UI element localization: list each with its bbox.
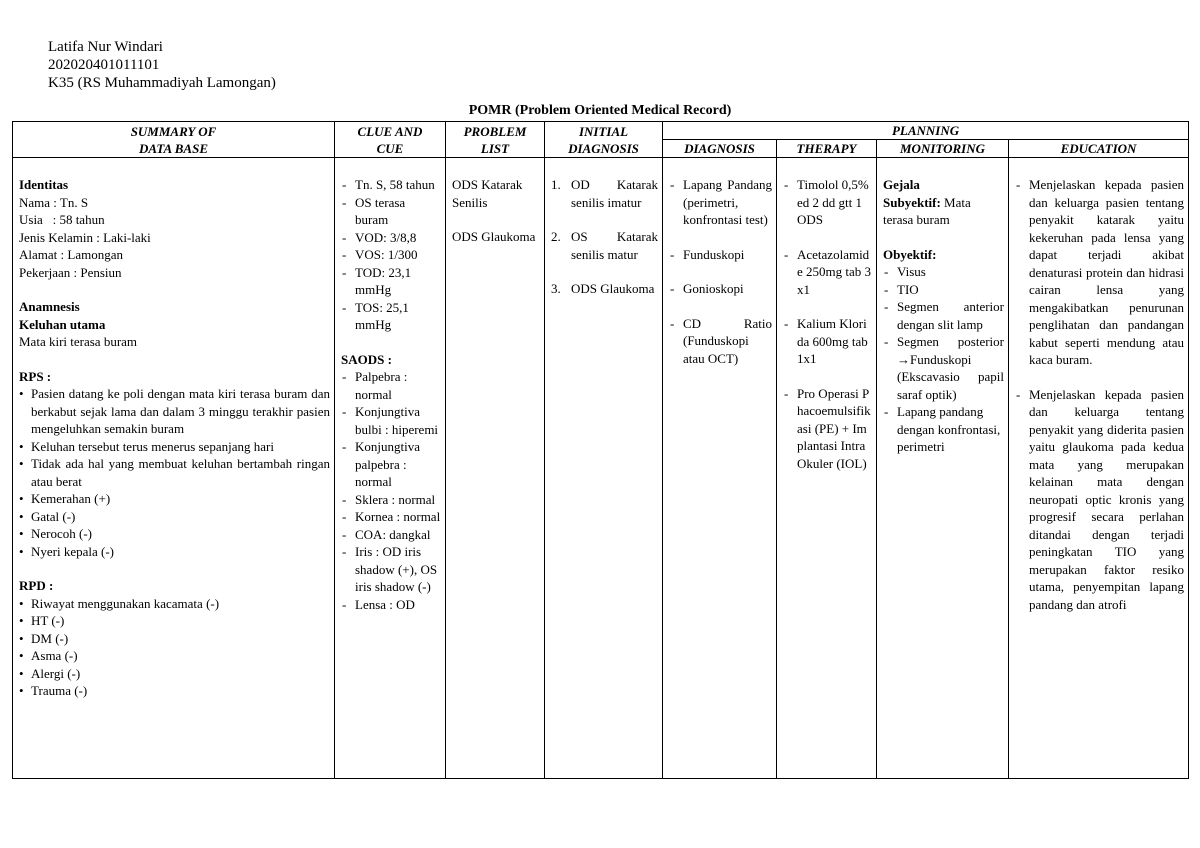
clue-cell xyxy=(335,158,446,779)
planning-diagnosis-item: - Lapang Pandang (perimetri, konfrontasi test) xyxy=(669,176,772,229)
therapy-item: - Acetazolamide 250mg tab 3x1 xyxy=(783,246,872,299)
saods-title: SAODS : xyxy=(341,351,392,367)
identitas-line: Usia : 58 tahun xyxy=(19,212,105,227)
rps-item: • Keluhan tersebut terus menerus sepanjang hari xyxy=(19,438,330,456)
header-clue: CLUE AND CUE xyxy=(335,122,446,158)
clue-item: - VOS: 1/300 xyxy=(341,246,441,264)
clue-item: - TOS: 25,1 mmHg xyxy=(341,299,441,334)
rpd-item: • Trauma (-) xyxy=(19,682,330,700)
saods-item: - Lensa : OD xyxy=(341,596,441,614)
monitoring-cell xyxy=(877,158,1009,779)
identitas-title: Identitas xyxy=(19,177,69,192)
identitas-line: Nama : Tn. S xyxy=(19,194,89,210)
saods-item: - Konjungtiva palpebra : normal xyxy=(341,438,441,491)
rpd-item: • Alergi (-) xyxy=(19,665,330,683)
initial-diagnosis-item: 1. OD Katarak senilis imatur xyxy=(551,177,658,210)
clue-item: - OS terasa buram xyxy=(341,194,441,229)
planning-diagnosis-item: - Funduskopi xyxy=(669,246,772,264)
planning-diagnosis-item: - CD Ratio (Funduskopi atau OCT) xyxy=(669,315,772,368)
author-name: Latifa Nur Windari xyxy=(48,39,163,55)
rps-title: RPS : xyxy=(19,368,52,384)
saods-item: - Kornea : normal xyxy=(341,508,441,526)
therapy-item: - Pro Operasi Phacoemulsifikasi (PE) + Implantasi Intra Okuler (IOL) xyxy=(783,385,872,473)
saods-item: - Sklera : normal xyxy=(341,491,441,509)
therapy-cell xyxy=(777,158,877,779)
rps-item: • Pasien datang ke poli dengan mata kiri terasa buram dan berkabut sejak lama dan dalam 3 minggu terakhir pasien mengeluhkan semakin buram xyxy=(19,385,330,438)
problem-cell xyxy=(446,158,545,779)
author-nim: 202020401011101 xyxy=(48,57,160,73)
header-initial-diagnosis: INITIAL DIAGNOSIS xyxy=(545,122,663,158)
gejala-title: Gejala xyxy=(883,177,920,192)
author-group: K35 (RS Muhammadiyah Lamongan) xyxy=(48,75,276,91)
monitoring-item: - Visus xyxy=(883,263,1004,281)
pomr-table xyxy=(12,121,1189,779)
header-monitoring: MONITORING xyxy=(877,140,1009,158)
keluhan-title: Keluhan utama xyxy=(19,316,106,332)
initial-diagnosis-item: 3. ODS Glaukoma xyxy=(551,281,655,296)
saods-item: - Palpebra : normal xyxy=(341,368,441,403)
monitoring-item: - TIO xyxy=(883,281,1004,299)
monitoring-item: - Segmen posterior →Funduskopi (Ekscavasio papil saraf optik) xyxy=(883,333,1004,403)
initial-diagnosis-cell xyxy=(545,158,663,779)
saods-item: - COA: dangkal xyxy=(341,526,441,544)
planning-diagnosis-cell xyxy=(663,158,777,779)
education-cell xyxy=(1009,158,1189,779)
rps-item: • Tidak ada hal yang membuat keluhan bertambah ringan atau berat xyxy=(19,455,330,490)
anamnesis-title: Anamnesis xyxy=(19,299,80,314)
problem-item: ODS Glaukoma xyxy=(452,229,536,244)
identitas-line: Alamat : Lamongan xyxy=(19,247,123,262)
header-diagnosis: DIAGNOSIS xyxy=(663,140,777,158)
education-item: - Menjelaskan kepada pasien dan keluarga pasien tentang penyakit katarak yaitu kekeruhan pada lensa yang dapat terjadi akibat denaturasi protein dan hidrasi cairan lensa yang mengakibatkan penurunan penglihatan dan pandangan kabut seperti mendung atau kaca buram. xyxy=(1015,176,1184,369)
author-block xyxy=(48,38,276,92)
therapy-item: - Kalium Klorida 600mg tab 1x1 xyxy=(783,315,872,368)
saods-item: - Iris : OD iris shadow (+), OS iris shadow (-) xyxy=(341,543,441,596)
rpd-title: RPD : xyxy=(19,578,54,593)
header-therapy: THERAPY xyxy=(777,140,877,158)
rps-item: • Kemerahan (+) xyxy=(19,490,330,508)
header-summary: SUMMARY OF DATA BASE xyxy=(13,122,335,158)
therapy-item: - Timolol 0,5% ed 2 dd gtt 1 ODS xyxy=(783,176,872,229)
saods-item: - Konjungtiva bulbi : hiperemi xyxy=(341,403,441,438)
subyektif-line: Subyektif: Mata terasa buram xyxy=(883,194,971,227)
monitoring-item: - Lapang pandang dengan konfrontasi, perimetri xyxy=(883,403,1004,456)
monitoring-item: - Segmen anterior dengan slit lamp xyxy=(883,298,1004,333)
identitas-line: Jenis Kelamin : Laki-laki xyxy=(19,229,151,245)
rpd-item: • HT (-) xyxy=(19,612,330,630)
obyektif-title: Obyektif: xyxy=(883,246,937,262)
rps-item: • Gatal (-) xyxy=(19,508,330,526)
rps-item: • Nyeri kepala (-) xyxy=(19,543,330,561)
clue-item: - VOD: 3/8,8 xyxy=(341,229,441,247)
keluhan-text: Mata kiri terasa buram xyxy=(19,334,138,349)
header-planning: PLANNING xyxy=(663,122,1189,140)
clue-item: - Tn. S, 58 tahun xyxy=(341,176,441,194)
education-item: - Menjelaskan kepada pasien dan keluarga tentang penyakit yang diderita pasien yaitu glaukoma pada kedua mata yang merupakan kelainan mata dengan neuropati optic kronis yang progresif secara perlahan ditandai dengan terjadi peningkatan TIO yang merupakan faktor resiko utama, penyempitan lapang pandang dan atrofi xyxy=(1015,386,1184,614)
initial-diagnosis-item: 2. OS Katarak senilis matur xyxy=(551,229,658,262)
problem-item: ODS Katarak Senilis xyxy=(452,177,523,210)
rpd-item: • Riwayat menggunakan kacamata (-) xyxy=(19,595,330,613)
document-title: POMR (Problem Oriented Medical Record) xyxy=(468,103,732,118)
planning-diagnosis-item: - Gonioskopi xyxy=(669,280,772,298)
rps-item: • Nerocoh (-) xyxy=(19,525,330,543)
summary-cell xyxy=(13,158,335,779)
rpd-item: • DM (-) xyxy=(19,630,330,648)
header-education: EDUCATION xyxy=(1009,140,1189,158)
clue-item: - TOD: 23,1 mmHg xyxy=(341,264,441,299)
rpd-item: • Asma (-) xyxy=(19,647,330,665)
identitas-line: Pekerjaan : Pensiun xyxy=(19,264,122,280)
header-problem-list: PROBLEM LIST xyxy=(446,122,545,158)
